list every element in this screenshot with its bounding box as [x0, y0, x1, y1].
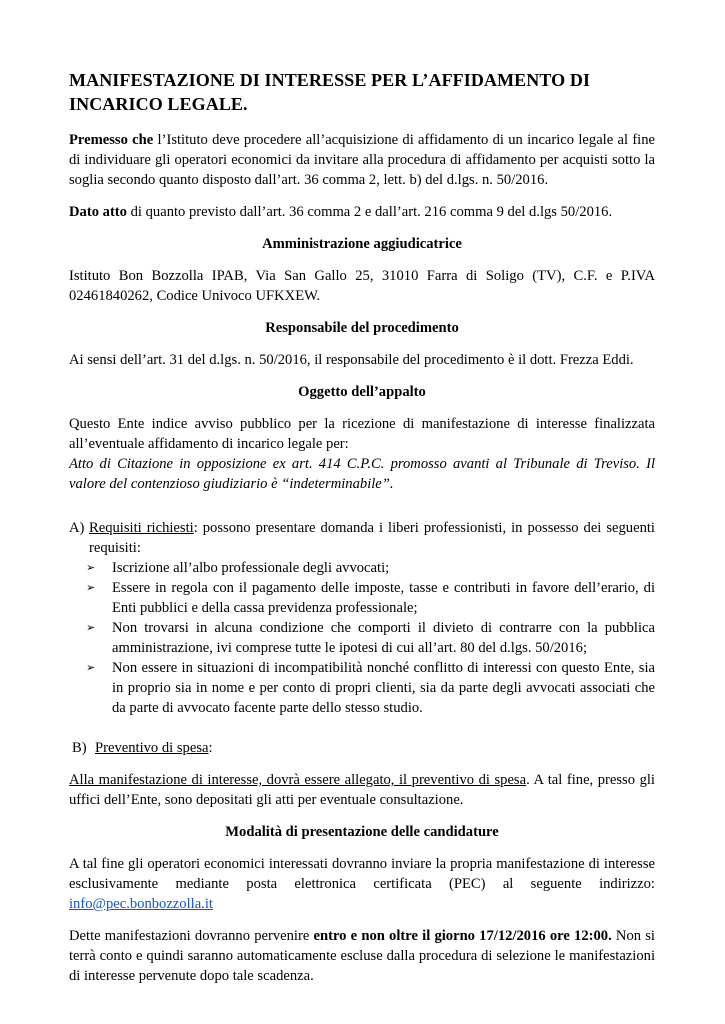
list-item: ➢ Non trovarsi in alcuna condizione che comporti il divieto di contrarre con la pubblica amministrazione, ivi comprese tutte le ipotesi di cui all’art. 80 del d.lgs. 50/2016;	[86, 620, 655, 656]
arrow-bullet-icon: ➢	[86, 581, 96, 594]
amministrazione-text: Istituto Bon Bozzolla IPAB, Via San Gallo 25, 31010 Farra di Soligo (TV), C.F. e P.IVA 02461840262, Codice Univoco UFKXEW.	[69, 268, 655, 304]
arrow-bullet-icon: ➢	[86, 561, 96, 574]
preventivo-letter: B)	[72, 740, 87, 756]
dato-atto-paragraph	[69, 202, 655, 222]
preventivo-text: . A tal fine, presso gli uffici dell’Ente, sono depositati gli atti per eventuale consultazione.	[69, 772, 655, 808]
modalita-text: A tal fine gli operatori economici interessati dovranno inviare la propria manifestazione di interesse esclusivamente mediante posta elettronica certificata (PEC) al seguente indirizzo:	[69, 856, 655, 892]
premesso-label: Premesso che	[69, 132, 154, 148]
pec-email-link[interactable]: info@pec.bonbozzolla.it	[69, 896, 213, 912]
list-item: ➢ Non essere in situazioni di incompatibilità nonché conflitto di interessi con questo Ente, sia in proprio sia in nome e per conto di propri clienti, sia da parte degli avvocati associati che da parte di avvocato facente parte dello stesso studio.	[86, 660, 655, 716]
preventivo-label: Preventivo di spesa	[95, 740, 209, 756]
responsabile-heading: Responsabile del procedimento	[265, 320, 459, 336]
preventivo-intro: Preventivo di spesa:	[95, 740, 213, 756]
requisiti-heading	[69, 518, 655, 558]
modalita-heading: Modalità di presentazione delle candidature	[225, 824, 499, 840]
oggetto-text: Questo Ente indice avviso pubblico per la ricezione di manifestazione di interesse finalizzata all’eventuale affidamento di incarico legale per:	[69, 416, 655, 452]
requisiti-intro	[89, 518, 655, 558]
dato-atto-label: Dato atto	[69, 204, 127, 220]
oggetto-italic: Atto di Citazione in opposizione ex art. 414 C.P.C. promosso avanti al Tribunale di Treviso. Il valore del contenzioso giudiziario è “indeterminabile”.	[69, 456, 655, 492]
preventivo-paragraph	[69, 770, 655, 810]
requisiti-label: Requisiti richiesti	[89, 520, 194, 536]
oggetto-heading: Oggetto dell’appalto	[298, 384, 426, 400]
document-title: MANIFESTAZIONE DI INTERESSE PER L’AFFIDAMENTO DI INCARICO LEGALE.	[69, 70, 591, 114]
amministrazione-heading: Amministrazione aggiudicatrice	[262, 236, 462, 252]
list-item: ➢ Iscrizione all’albo professionale degli avvocati;	[86, 560, 390, 576]
preventivo-underlined: Alla manifestazione di interesse, dovrà essere allegato, il preventivo di spesa	[69, 772, 527, 788]
preventivo-heading	[69, 738, 655, 758]
scadenza-paragraph: Dette manifestazioni dovranno pervenire entro e non oltre il giorno 17/12/2016 ore 12:00. Non si terrà conto e quindi saranno automaticamente escluse dalla procedura di selezione le manifestazioni di interesse pervenute dopo tale scadenza.	[69, 928, 655, 984]
requisiti-letter: A)	[69, 520, 85, 536]
responsabile-text: Ai sensi dell’art. 31 del d.lgs. n. 50/2016, il responsabile del procedimento è il dott. Frezza Eddi.	[69, 352, 634, 368]
requisiti-text: : possono presentare domanda i liberi professionisti, in possesso dei seguenti requisiti:	[89, 520, 655, 556]
list-item: ➢ Essere in regola con il pagamento delle imposte, tasse e contributi in favore dell’erario, di Enti pubblici e della cassa previdenza professionale;	[86, 580, 655, 616]
requisiti-list	[69, 558, 655, 718]
dato-atto-text: di quanto previsto dall’art. 36 comma 2 e dall’art. 216 comma 9 del d.lgs 50/2016.	[126, 204, 613, 220]
arrow-bullet-icon: ➢	[86, 621, 96, 634]
premesso-text: l’Istituto deve procedere all’acquisizione di affidamento di un incarico legale al fine di individuare gli operatori economici da invitare alla procedura di affidamento per acquisti sotto la soglia secondo quanto disposto dall’art. 36 comma 2, lett. b) del d.lgs. n. 50/2016.	[69, 132, 656, 188]
scadenza-deadline: entro e non oltre il giorno 17/12/2016 ore 12:00.	[313, 928, 612, 944]
modalita-email-line	[69, 894, 655, 914]
premesso-paragraph	[69, 130, 655, 190]
arrow-bullet-icon: ➢	[86, 661, 96, 674]
